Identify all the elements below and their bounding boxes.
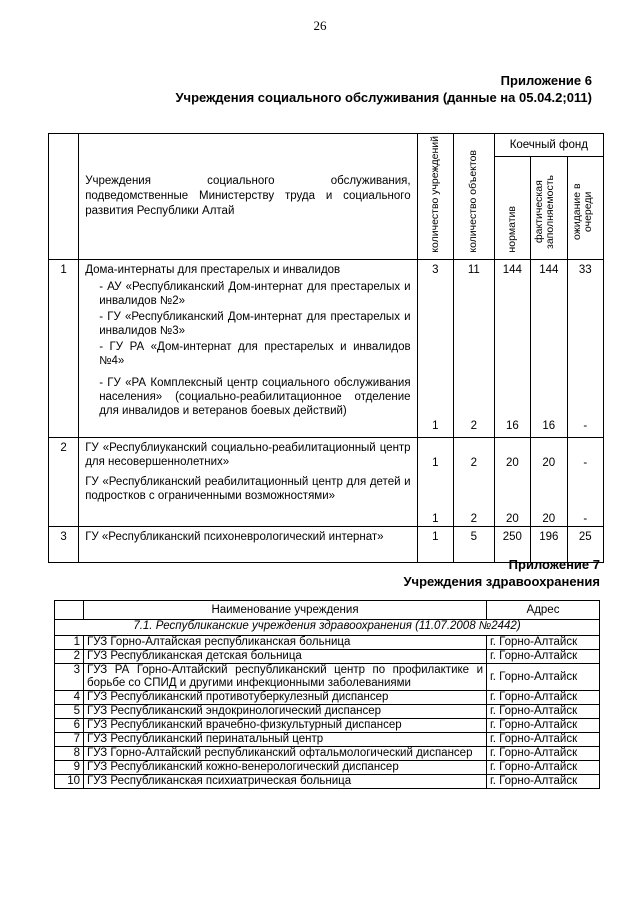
value-cell: 20: [542, 512, 556, 525]
table-row: [55, 636, 600, 650]
row-number: 2: [49, 437, 79, 526]
table-row: [55, 705, 600, 719]
table-row: [55, 719, 600, 733]
value-cell: 16: [505, 419, 519, 432]
value-cell: 144: [502, 263, 522, 276]
value-cell: 20: [505, 456, 519, 469]
institution-name: ГУЗ Республиканский врачебно-физкультурный диспансер: [84, 719, 487, 733]
social-institutions-table: [48, 133, 604, 563]
row-number: 1: [55, 636, 84, 650]
institution-name: ГУЗ Республиканский кожно-венерологический диспансер: [84, 761, 487, 775]
row-number: 9: [55, 761, 84, 775]
institution-address: г. Горно-Алтайск: [487, 733, 600, 747]
list-item: - ГУ РА «Дом-интернат для престарелых и инвалидов №4»: [99, 340, 411, 367]
institution-address: г. Горно-Алтайск: [487, 747, 600, 761]
table-row: [49, 259, 604, 437]
value-cell: 1: [432, 419, 439, 432]
table-row: [55, 691, 600, 705]
institution-address: г. Горно-Алтайск: [487, 761, 600, 775]
institution-name: ГУЗ Горно-Алтайский республиканский офтальмологический диспансер: [84, 747, 487, 761]
institution-address: г. Горно-Алтайск: [487, 775, 600, 789]
appendix7-title: Учреждения здравоохранения: [403, 574, 600, 589]
list-item: - ГУ «Республиканский Дом-интернат для престарелых и инвалидов №3»: [99, 310, 411, 337]
value-cell: -: [583, 456, 588, 469]
institution-address: г. Горно-Алтайск: [487, 636, 600, 650]
row-number: 3: [49, 526, 79, 562]
header-count-objects: количество объектов: [467, 150, 480, 253]
value-cell: 250: [494, 526, 530, 562]
institution-name: ГУЗ Горно-Алтайская республиканская больница: [84, 636, 487, 650]
institution-address: г. Горно-Алтайск: [487, 705, 600, 719]
header-address: Адрес: [487, 601, 600, 620]
institution-address: г. Горно-Алтайск: [487, 664, 600, 691]
table-row: [55, 775, 600, 789]
value-cell: 2: [470, 456, 478, 469]
institution-address: г. Горно-Алтайск: [487, 719, 600, 733]
row-number: 2: [55, 650, 84, 664]
institution-name: ГУЗ Республиканская психиатрическая больница: [84, 775, 487, 789]
list-item: - АУ «Республиканский Дом-интернат для престарелых и инвалидов №2»: [99, 280, 411, 307]
row-title: Дома-интернаты для престарелых и инвалидов: [85, 263, 341, 276]
list-item: ГУ «Республиканский психоневрологический интернат»: [79, 526, 417, 562]
header-queue: ожидание в очереди: [571, 183, 595, 240]
value-cell: 16: [542, 419, 556, 432]
list-item: ГУ «Республиканский реабилитационный центр для детей и подростков с ограниченными возможностями»: [85, 475, 411, 502]
table-row: [55, 747, 600, 761]
institution-name: ГУЗ Республиканский перинатальный центр: [84, 733, 487, 747]
value-cell: 11: [467, 263, 480, 276]
appendix6-title: Учреждения социального обслуживания (данные на 05.04.2;011): [175, 90, 592, 105]
header-bed-fund: Коечный фонд: [494, 134, 603, 157]
appendix7-label: Приложение 7: [508, 557, 600, 572]
appendix6-label: Приложение 6: [500, 73, 592, 88]
value-cell: 2: [470, 512, 478, 525]
row-number: 8: [55, 747, 84, 761]
institution-address: г. Горно-Алтайск: [487, 650, 600, 664]
value-cell: 196: [531, 526, 567, 562]
row-number: 5: [55, 705, 84, 719]
value-cell: 3: [432, 263, 439, 276]
row-number: 3: [55, 664, 84, 691]
header-count-institutions: количество учреждений: [428, 136, 441, 253]
list-item: - ГУ «РА Комплексный центр социального обслуживания населения» (социально-реабилитационное отделение для инвалидов и ветеранов боевых действий): [99, 376, 411, 417]
table-row: [55, 733, 600, 747]
value-cell: 1: [432, 512, 439, 525]
value-cell: 144: [539, 263, 559, 276]
table-row: [55, 664, 600, 691]
row-number: 7: [55, 733, 84, 747]
row-number: 4: [55, 691, 84, 705]
institution-name: ГУЗ Республиканская детская больница: [84, 650, 487, 664]
table-row: [55, 650, 600, 664]
institution-name: ГУЗ Республиканский противотуберкулезный диспансер: [84, 691, 487, 705]
value-cell: 33: [578, 263, 592, 276]
value-cell: 2: [470, 419, 478, 432]
table-row: [55, 761, 600, 775]
value-cell: 20: [505, 512, 519, 525]
value-cell: -: [583, 512, 588, 525]
institution-address: г. Горно-Алтайск: [487, 691, 600, 705]
header-norm: норматив: [505, 206, 518, 253]
header-name: Учреждения социального обслуживания, подведомственные Министерству труда и социального развития Республики Алтай: [79, 134, 417, 260]
row-number: 6: [55, 719, 84, 733]
section-heading: 7.1. Республиканские учреждения здравоохранения (11.07.2008 №2442): [55, 620, 600, 636]
value-cell: 20: [542, 456, 556, 469]
row-number: 1: [49, 259, 79, 437]
row-number: 10: [55, 775, 84, 789]
value-cell: -: [583, 419, 588, 432]
institution-name: ГУЗ РА Горно-Алтайский республиканский центр по профилактике и борьбе со СПИД и другими инфекционными заболеваниями: [84, 664, 487, 691]
institution-name: ГУЗ Республиканский эндокринологический диспансер: [84, 705, 487, 719]
page-number: 26: [313, 18, 327, 33]
table-row: [49, 437, 604, 526]
health-institutions-table: [54, 600, 600, 789]
list-item: ГУ «Республиуканский социально-реабилитационный центр для несовершеннолетних»: [85, 441, 411, 468]
value-cell: 1: [417, 526, 453, 562]
header-institution-name: Наименование учреждения: [84, 601, 487, 620]
value-cell: 5: [454, 526, 495, 562]
value-cell: 25: [567, 526, 603, 562]
value-cell: 1: [432, 456, 439, 469]
header-actual: фактическая заполняемость: [532, 174, 556, 249]
